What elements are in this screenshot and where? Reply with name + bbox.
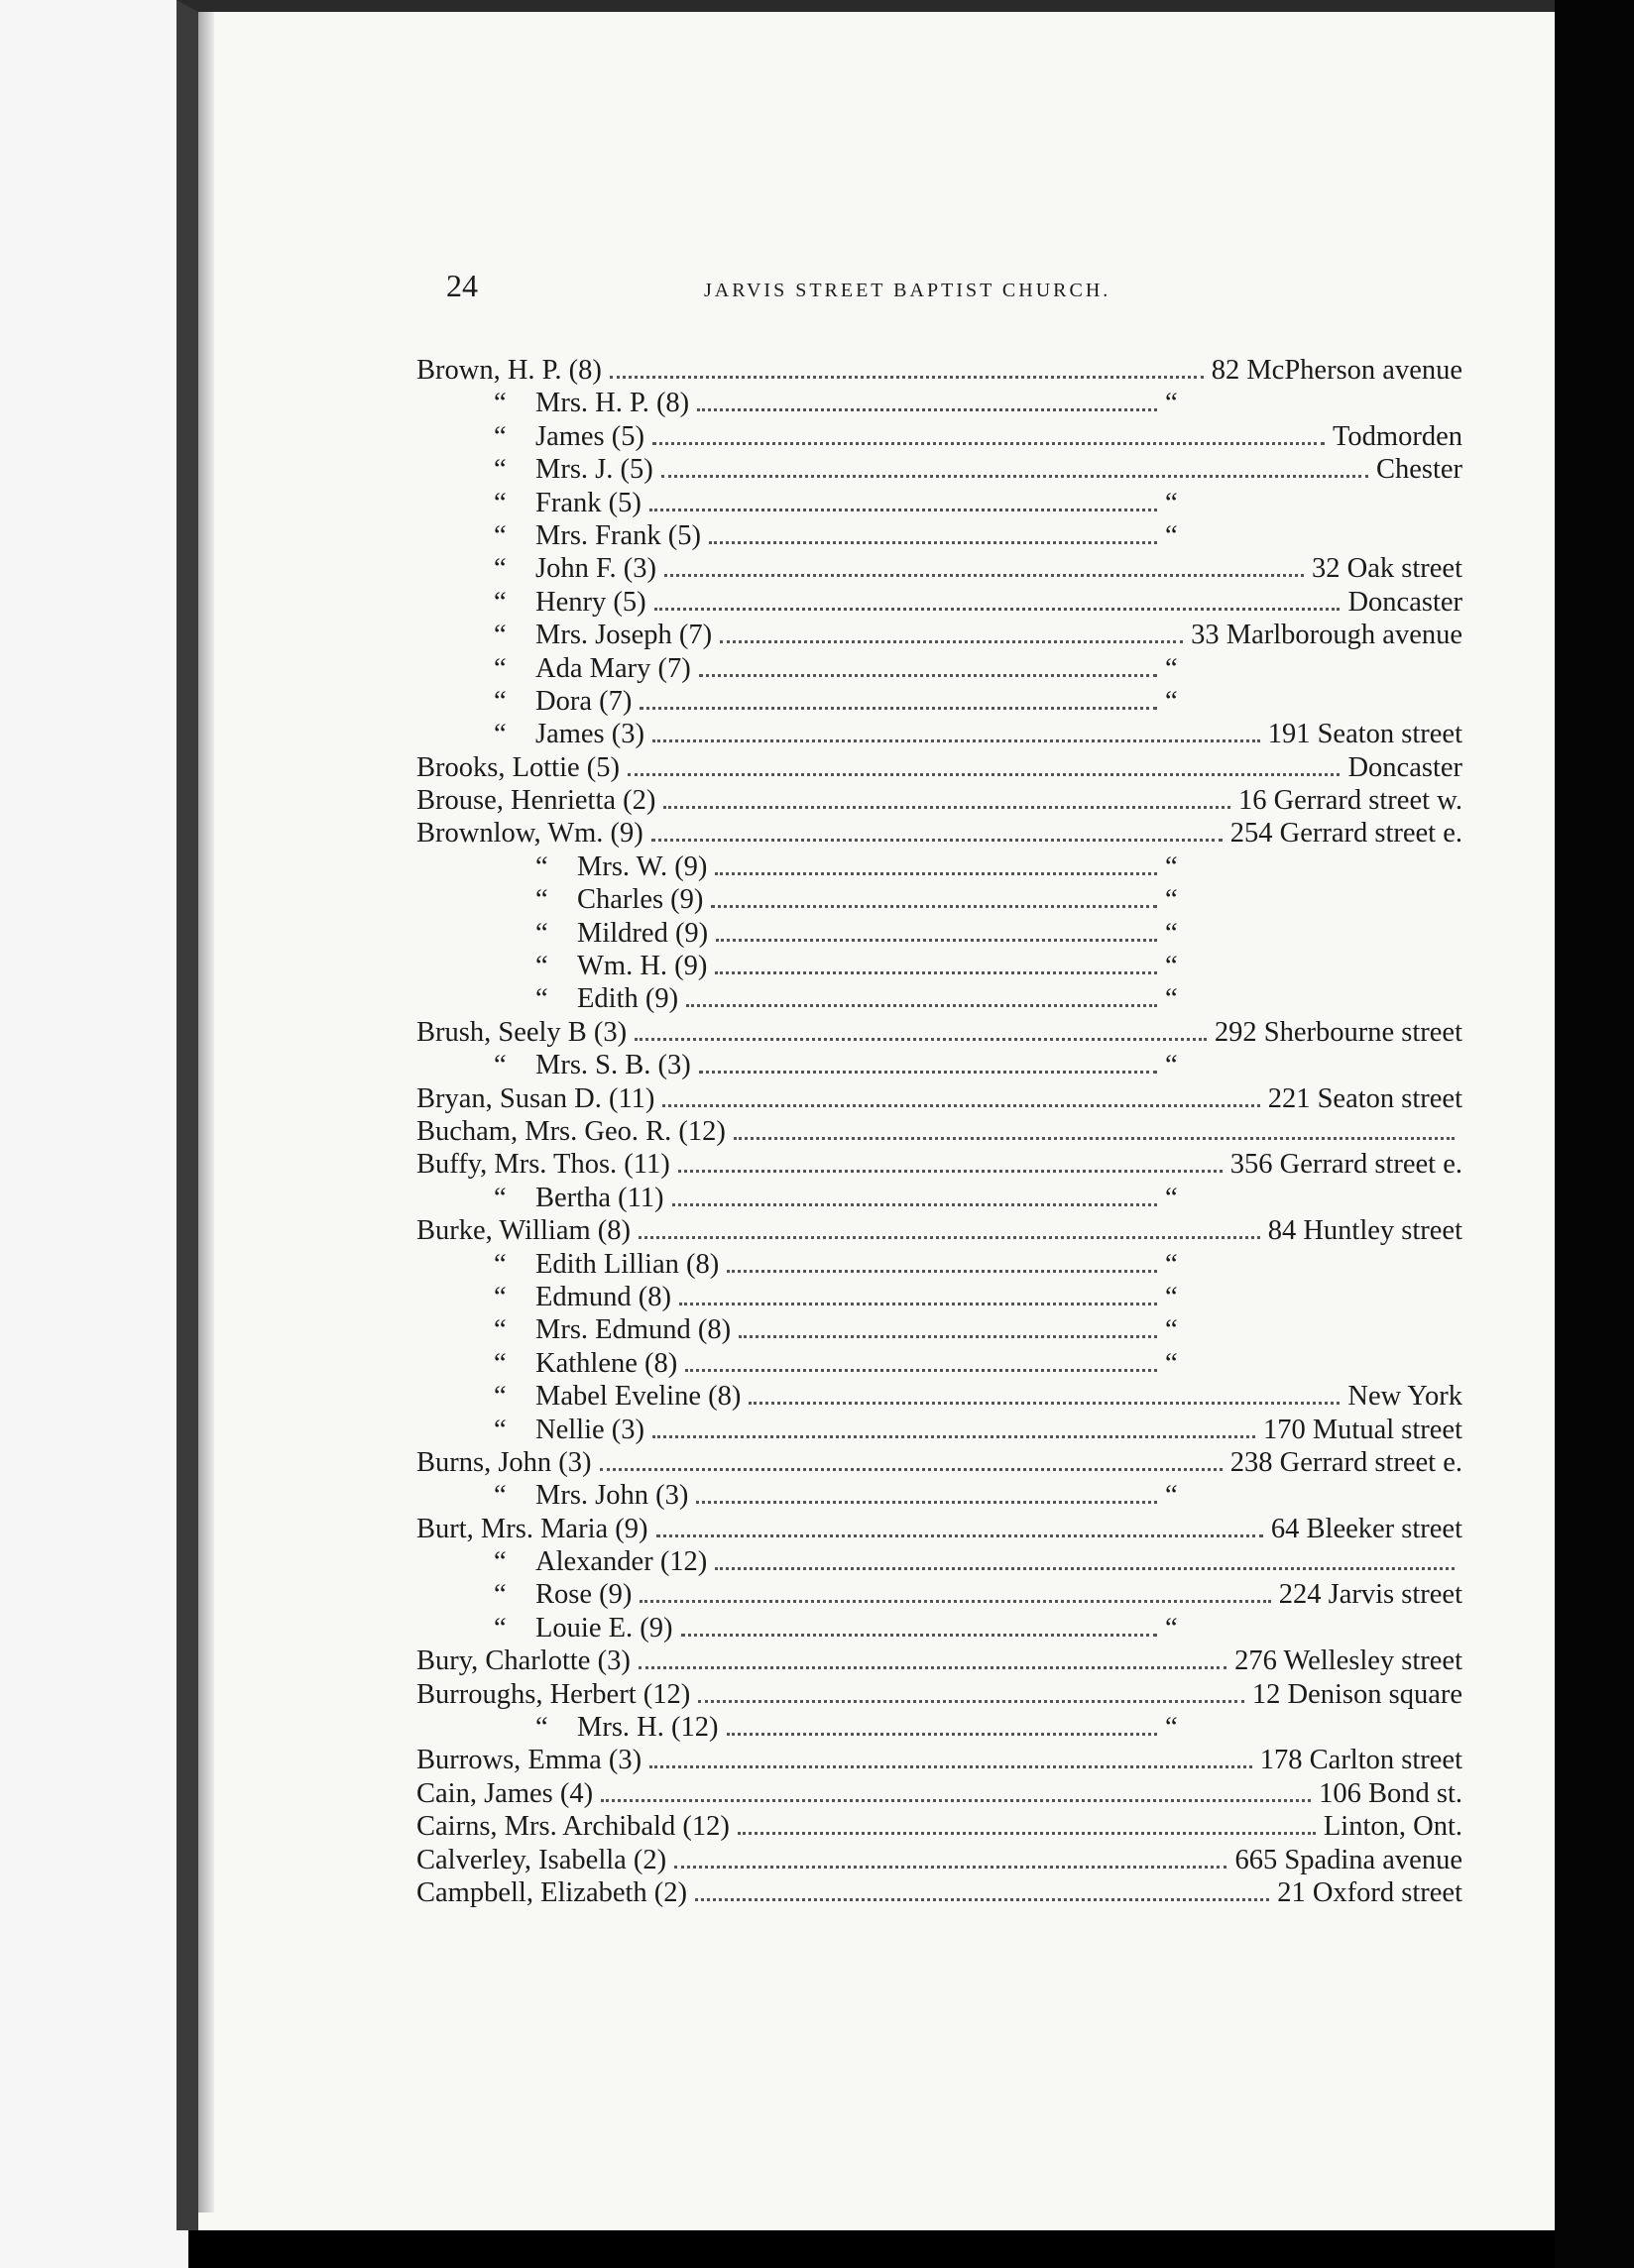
ditto-mark: “ [535, 1712, 548, 1744]
member-address: New York [1347, 1381, 1462, 1413]
member-name: Nellie (3) [535, 1414, 644, 1445]
directory-entry [416, 355, 1462, 388]
dot-leader [678, 1170, 1223, 1173]
member-address: 82 McPherson avenue [1211, 355, 1462, 386]
member-address: 356 Gerrard street e. [1229, 1149, 1462, 1181]
ditto-mark: “ [494, 586, 507, 618]
member-name: Mrs. S. B. (3) [535, 1050, 691, 1081]
member-name: Mrs. H. (12) [577, 1712, 719, 1744]
member-address: Doncaster [1347, 751, 1462, 783]
dot-leader [699, 1071, 1157, 1074]
directory-entry [416, 951, 1462, 983]
ditto-mark: “ [494, 519, 507, 551]
dot-leader [635, 1038, 1207, 1041]
directory-entry [416, 884, 1462, 917]
member-address: 21 Oxford street [1277, 1876, 1462, 1908]
member-name: Kathlene (8) [535, 1347, 678, 1379]
member-name: Frank (5) [535, 487, 642, 518]
directory-entry [416, 1745, 1462, 1777]
dot-leader [652, 442, 1325, 445]
member-name: Henry (5) [535, 586, 646, 618]
member-address: “ [1165, 983, 1178, 1015]
member-address: “ [1165, 1281, 1178, 1312]
member-address: “ [1165, 1248, 1178, 1280]
member-name: Bertha (11) [535, 1182, 664, 1213]
member-address: 64 Bleeker street [1270, 1513, 1462, 1544]
directory-entry [416, 1381, 1462, 1414]
directory-entry [416, 818, 1462, 850]
member-address: “ [1165, 487, 1178, 518]
directory-entry [416, 553, 1462, 586]
ditto-mark: “ [494, 1281, 507, 1312]
directory-entry [416, 1811, 1462, 1844]
directory-entry [416, 983, 1462, 1016]
ditto-mark: “ [494, 1314, 507, 1346]
member-directory-list [416, 355, 1462, 1910]
dot-leader [672, 1203, 1157, 1206]
directory-entry [416, 421, 1462, 454]
member-address: “ [1165, 850, 1178, 882]
running-head: JARVIS STREET BAPTIST CHURCH. [704, 280, 1111, 301]
member-address: “ [1165, 1712, 1178, 1744]
member-name: Mrs. Edmund (8) [535, 1314, 732, 1346]
dot-leader [685, 1369, 1157, 1372]
dot-leader [738, 1832, 1316, 1835]
ditto-mark: “ [494, 553, 507, 585]
directory-entry [416, 1183, 1462, 1215]
ditto-mark: “ [494, 454, 507, 486]
member-name: Cain, James (4) [416, 1777, 594, 1809]
member-name: Alexander (12) [535, 1546, 708, 1578]
ditto-mark: “ [494, 388, 507, 419]
ditto-mark: “ [494, 1182, 507, 1213]
member-address: 665 Spadina avenue [1234, 1844, 1462, 1875]
ditto-mark: “ [494, 1612, 507, 1644]
directory-entry [416, 1017, 1462, 1050]
member-name: Burke, William (8) [416, 1215, 631, 1247]
member-name: Brush, Seely B (3) [416, 1016, 628, 1048]
directory-entry [416, 1480, 1462, 1513]
member-address: Doncaster [1347, 586, 1462, 618]
dot-leader [662, 1104, 1259, 1107]
ditto-mark: “ [494, 652, 507, 684]
member-address: “ [1165, 685, 1178, 717]
member-name: Edith (9) [577, 983, 679, 1015]
ditto-mark: “ [535, 850, 548, 882]
dot-leader [663, 806, 1230, 809]
member-name: Ada Mary (7) [535, 652, 691, 684]
scan-background [1555, 0, 1634, 2268]
ditto-mark: “ [494, 1579, 507, 1611]
directory-entry [416, 1149, 1462, 1182]
member-address: 32 Oak street [1312, 553, 1462, 585]
member-address: Linton, Ont. [1323, 1811, 1462, 1843]
directory-entry [416, 686, 1462, 719]
member-name: Dora (7) [535, 685, 633, 717]
member-name: Mrs. W. (9) [577, 850, 708, 882]
member-name: Brouse, Henrietta (2) [416, 785, 656, 817]
member-address: “ [1165, 1314, 1178, 1346]
member-name: John F. (3) [535, 553, 657, 585]
member-address: “ [1165, 917, 1178, 949]
dot-leader [628, 773, 1340, 776]
member-address: 84 Huntley street [1267, 1215, 1462, 1247]
member-name: Burroughs, Herbert (12) [416, 1678, 691, 1710]
member-name: Mrs. Frank (5) [535, 519, 702, 551]
member-address: 106 Bond st. [1319, 1777, 1462, 1809]
dot-leader [696, 1501, 1157, 1504]
directory-entry [416, 620, 1462, 652]
dot-leader [639, 1236, 1260, 1239]
ditto-mark: “ [494, 1347, 507, 1379]
dot-leader [739, 1335, 1157, 1338]
member-name: Mildred (9) [577, 917, 709, 949]
directory-entry [416, 1712, 1462, 1745]
ditto-mark: “ [535, 917, 548, 949]
dot-leader [711, 905, 1157, 908]
ditto-mark: “ [494, 1414, 507, 1445]
directory-entry [416, 1679, 1462, 1712]
member-name: Bury, Charlotte (3) [416, 1645, 631, 1677]
member-address: “ [1165, 388, 1178, 419]
member-name: Bucham, Mrs. Geo. R. (12) [416, 1115, 726, 1147]
directory-entry [416, 1249, 1462, 1282]
directory-entry [416, 488, 1462, 520]
directory-entry [416, 653, 1462, 686]
member-address: “ [1165, 1347, 1178, 1379]
member-name: Mrs. John (3) [535, 1480, 689, 1512]
directory-entry [416, 1415, 1462, 1447]
directory-entry [416, 785, 1462, 818]
directory-entry [416, 1215, 1462, 1248]
dot-leader [681, 1634, 1158, 1637]
dot-leader [610, 376, 1204, 379]
ditto-mark: “ [494, 487, 507, 518]
member-name: Charles (9) [577, 884, 704, 916]
member-address: 224 Jarvis street [1278, 1579, 1462, 1611]
dot-leader [749, 1402, 1340, 1405]
page-gutter-shadow [198, 12, 214, 2212]
directory-entry [416, 1314, 1462, 1347]
directory-entry [416, 1282, 1462, 1314]
ditto-mark: “ [494, 1480, 507, 1512]
member-name: Rose (9) [535, 1579, 633, 1611]
member-address: 16 Gerrard street w. [1237, 785, 1462, 817]
directory-entry [416, 587, 1462, 620]
dot-leader [716, 939, 1157, 942]
member-address: 191 Seaton street [1267, 719, 1462, 750]
directory-entry [416, 1447, 1462, 1480]
member-address: 12 Denison square [1251, 1678, 1462, 1710]
ditto-mark: “ [494, 1546, 507, 1578]
member-address: 170 Mutual street [1262, 1414, 1462, 1445]
dot-leader [698, 1700, 1244, 1703]
member-address: Chester [1375, 454, 1462, 486]
dot-leader [649, 1765, 1252, 1768]
directory-entry [416, 1348, 1462, 1381]
directory-entry [416, 918, 1462, 951]
member-name: Burns, John (3) [416, 1446, 592, 1478]
member-name: Cairns, Mrs. Archibald (12) [416, 1811, 730, 1843]
member-address: “ [1165, 884, 1178, 916]
directory-entry [416, 1778, 1462, 1811]
member-name: Brownlow, Wm. (9) [416, 818, 643, 850]
directory-entry [416, 388, 1462, 420]
member-name: Burrows, Emma (3) [416, 1745, 642, 1776]
directory-entry [416, 1546, 1462, 1579]
member-name: Brown, H. P. (8) [416, 355, 602, 386]
member-name: James (3) [535, 719, 645, 750]
member-address: 178 Carlton street [1259, 1745, 1462, 1776]
ditto-mark: “ [494, 685, 507, 717]
dot-leader [695, 1898, 1269, 1901]
member-address: 238 Gerrard street e. [1229, 1446, 1462, 1478]
member-name: Mrs. Joseph (7) [535, 620, 713, 651]
member-name: Campbell, Elizabeth (2) [416, 1876, 688, 1908]
member-name: Brooks, Lottie (5) [416, 751, 621, 783]
dot-leader [600, 1468, 1223, 1471]
ditto-mark: “ [535, 951, 548, 982]
member-address: “ [1165, 519, 1178, 551]
dot-leader [649, 509, 1157, 511]
directory-entry [416, 1845, 1462, 1877]
ditto-mark: “ [535, 884, 548, 916]
dot-leader [734, 1137, 1455, 1140]
member-address: “ [1165, 652, 1178, 684]
page-header [446, 268, 1458, 317]
dot-leader [679, 1303, 1157, 1305]
member-name: Wm. H. (9) [577, 951, 708, 982]
ditto-mark: “ [494, 1248, 507, 1280]
dot-leader [651, 839, 1223, 842]
ditto-mark: “ [535, 983, 548, 1015]
scan-margin [0, 0, 188, 2268]
member-name: Calverley, Isabella (2) [416, 1844, 667, 1875]
ditto-mark: “ [494, 1381, 507, 1413]
member-name: Burt, Mrs. Maria (9) [416, 1513, 648, 1544]
member-name: Louie E. (9) [535, 1612, 673, 1644]
member-name: Mrs. H. P. (8) [535, 388, 690, 419]
directory-entry [416, 1645, 1462, 1678]
dot-leader [699, 674, 1157, 677]
directory-entry [416, 1579, 1462, 1612]
dot-leader [639, 1666, 1226, 1669]
dot-leader [601, 1799, 1311, 1802]
member-address: 292 Sherbourne street [1214, 1016, 1462, 1048]
member-name: Buffy, Mrs. Thos. (11) [416, 1149, 670, 1181]
dot-leader [640, 707, 1157, 710]
directory-entry [416, 1514, 1462, 1546]
member-address: “ [1165, 1050, 1178, 1081]
dot-leader [727, 1270, 1157, 1273]
member-address: “ [1165, 1182, 1178, 1213]
ditto-mark: “ [494, 1050, 507, 1081]
dot-leader [640, 1600, 1270, 1603]
directory-entry [416, 1083, 1462, 1116]
ditto-mark: “ [494, 719, 507, 750]
member-address: 254 Gerrard street e. [1229, 818, 1462, 850]
member-name: Mabel Eveline (8) [535, 1381, 742, 1413]
dot-leader [686, 1004, 1157, 1007]
dot-leader [720, 640, 1183, 643]
directory-entry [416, 1877, 1462, 1910]
dot-leader [697, 408, 1157, 411]
directory-entry [416, 520, 1462, 553]
dot-leader [715, 872, 1157, 875]
dot-leader [715, 1567, 1455, 1570]
dot-leader [656, 1534, 1263, 1537]
directory-entry [416, 454, 1462, 487]
member-address: 221 Seaton street [1267, 1082, 1462, 1114]
member-name: Mrs. J. (5) [535, 454, 653, 486]
directory-entry [416, 1116, 1462, 1149]
member-address: Todmorden [1333, 420, 1462, 452]
dot-leader [674, 1866, 1226, 1869]
member-address: 276 Wellesley street [1234, 1645, 1462, 1677]
dot-leader [664, 574, 1304, 577]
dot-leader [727, 1733, 1158, 1736]
member-address: “ [1165, 1480, 1178, 1512]
member-name: Edmund (8) [535, 1281, 671, 1312]
page-number: 24 [446, 268, 478, 303]
directory-entry [416, 719, 1462, 751]
ditto-mark: “ [494, 420, 507, 452]
member-address: 33 Marlborough avenue [1191, 620, 1462, 651]
member-name: Bryan, Susan D. (11) [416, 1082, 655, 1114]
dot-leader [661, 475, 1368, 478]
member-address: “ [1165, 951, 1178, 982]
directory-entry [416, 1613, 1462, 1645]
dot-leader [652, 739, 1260, 742]
dot-leader [715, 971, 1157, 974]
directory-entry [416, 1050, 1462, 1082]
member-name: James (5) [535, 420, 645, 452]
dot-leader [654, 608, 1341, 611]
dot-leader [709, 541, 1157, 544]
ditto-mark: “ [494, 620, 507, 651]
member-name: Edith Lillian (8) [535, 1248, 720, 1280]
directory-entry [416, 752, 1462, 785]
member-address: “ [1165, 1612, 1178, 1644]
directory-entry [416, 851, 1462, 884]
dot-leader [652, 1435, 1255, 1438]
